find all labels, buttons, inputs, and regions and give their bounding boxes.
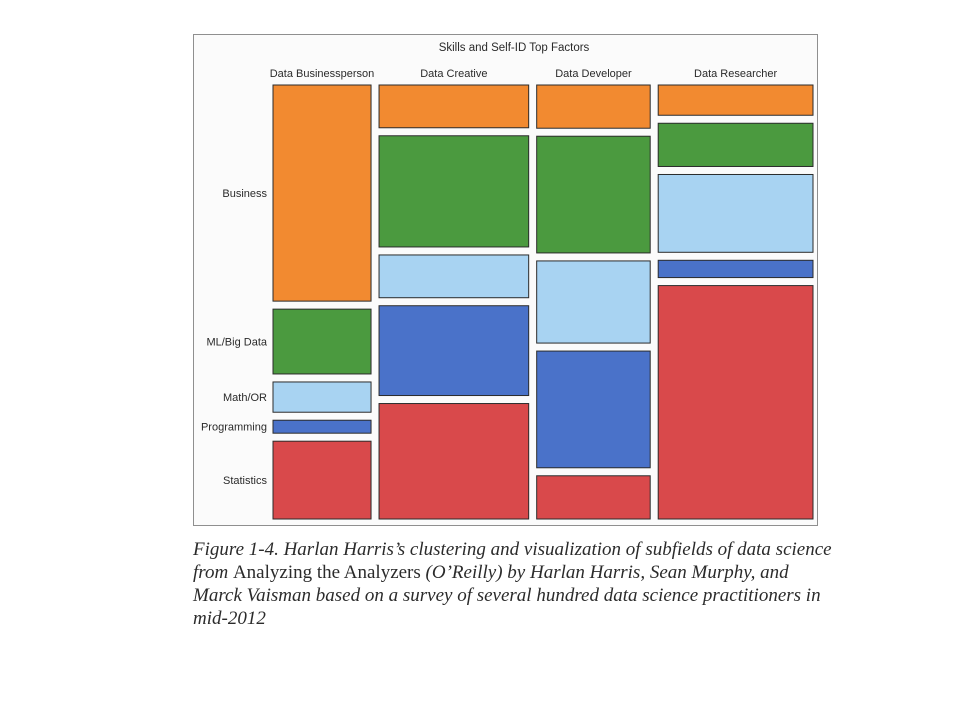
- cell-data-researcher-business: [658, 85, 813, 115]
- column-label-data-creative: Data Creative: [420, 68, 488, 80]
- cell-data-creative-business: [379, 85, 529, 128]
- row-label-ml-big-data: ML/Big Data: [206, 336, 267, 349]
- cell-data-developer-programming: [537, 351, 651, 468]
- figure-caption: [193, 538, 833, 630]
- figure-frame: [193, 34, 818, 526]
- cell-data-developer-business: [537, 85, 651, 128]
- cell-data-creative-ml-big-data: [379, 136, 529, 247]
- column-label-data-developer: Data Developer: [555, 68, 632, 80]
- caption-text-1: Figure 1-4. Harlan Harris’s clustering and visualization of subfields of data science from: [193, 539, 832, 583]
- cell-data-businessperson-programming: [273, 420, 371, 433]
- column-label-data-businessperson: Data Businessperson: [269, 68, 375, 80]
- cell-data-businessperson-math-or: [273, 382, 371, 412]
- row-labels: [201, 188, 268, 487]
- cell-data-developer-math-or: [537, 261, 651, 343]
- mosaic-cells: [273, 85, 813, 519]
- row-label-math-or: Math/OR: [222, 392, 267, 405]
- row-label-statistics: Statistics: [222, 475, 267, 488]
- column-label-data-researcher: Data Researcher: [694, 68, 778, 80]
- column-labels: [270, 68, 778, 80]
- cell-data-businessperson-business: [273, 85, 371, 301]
- cell-data-creative-math-or: [379, 255, 529, 298]
- cell-data-creative-programming: [379, 306, 529, 396]
- cell-data-researcher-ml-big-data: [658, 123, 813, 166]
- cell-data-researcher-statistics: [658, 286, 813, 519]
- cell-data-businessperson-ml-big-data: [273, 309, 371, 374]
- cell-data-businessperson-statistics: [273, 441, 371, 519]
- cell-data-creative-statistics: [379, 404, 529, 519]
- cell-data-developer-ml-big-data: [537, 136, 651, 253]
- row-label-business: Business: [222, 188, 267, 201]
- cell-data-developer-statistics: [537, 476, 651, 519]
- cell-data-researcher-programming: [658, 260, 813, 277]
- row-label-programming: Programming: [200, 421, 267, 434]
- caption-text-2: (O’Reilly) by Harlan Harris, Sean Murphy, and Marck Vaisman based on a survey of several hundred data science practitioners in mid-2012: [193, 562, 821, 629]
- chart-title: Skills and Self-ID Top Factors: [438, 42, 590, 54]
- caption-book-title: Analyzing the Analyzers: [232, 562, 421, 583]
- cell-data-researcher-math-or: [658, 174, 813, 252]
- mosaic-chart: [194, 35, 819, 527]
